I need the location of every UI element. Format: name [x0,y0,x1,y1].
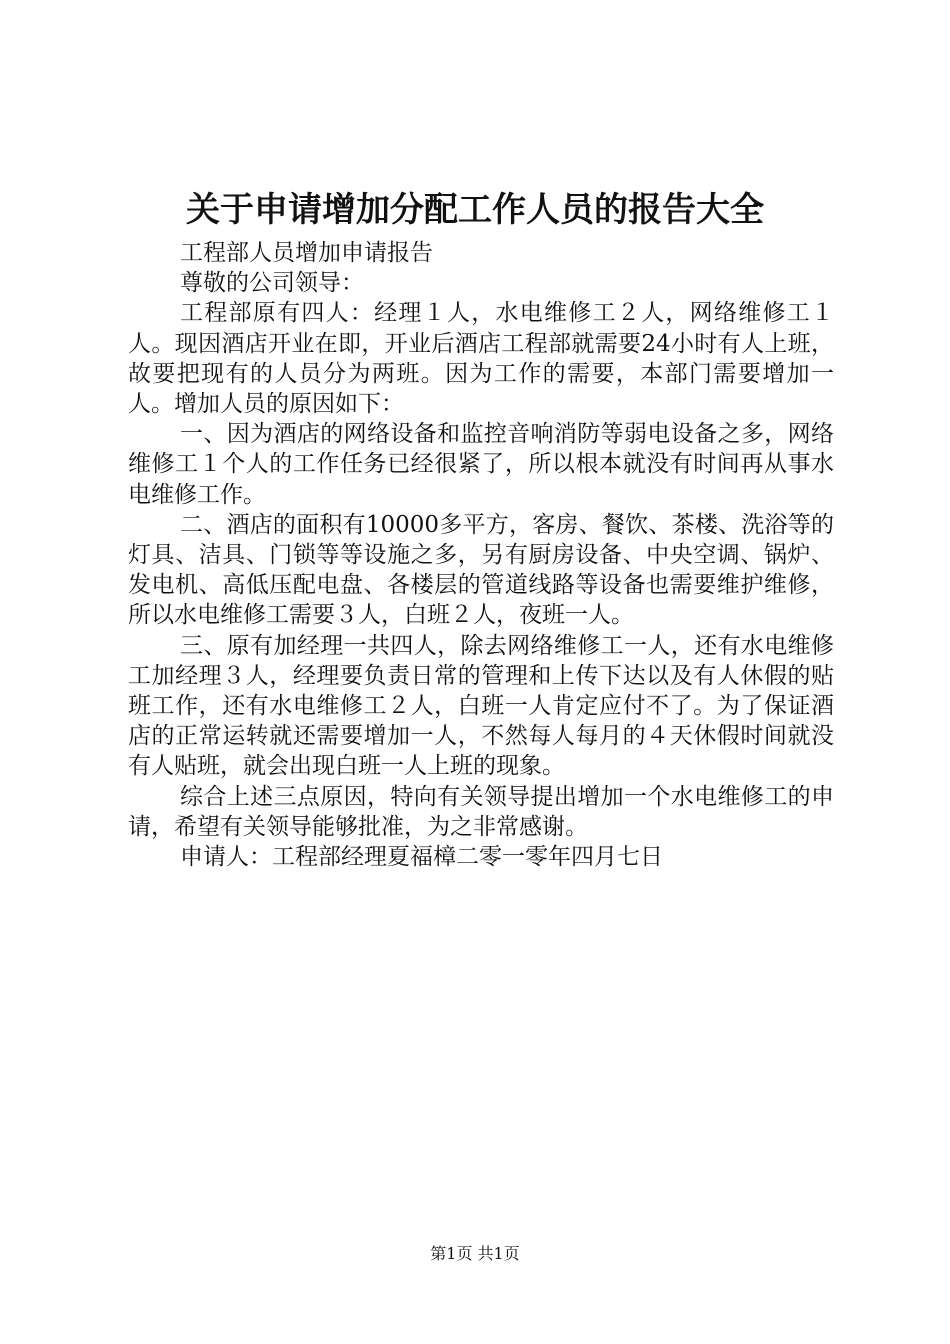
paragraph-reason-3: 三、原有加经理一共四人，除去网络维修工一人，还有水电维修工加经理３人，经理要负责日常的管理和上传下达以及有人休假的贴班工作，还有水电维修工２人，白班一人肯定应付不了。为了保证酒店的正常运转就还需要增加一人，不然每人每月的４天休假时间就没有人贴班，就会出现白班一人上班的现象。 [128,632,834,780]
paragraph-signature: 申请人：工程部经理夏福樟二零一零年四月七日 [180,844,663,871]
paragraph-subtitle: 工程部人员增加申请报告 [180,240,433,266]
document-body [128,238,834,872]
paragraph-salutation: 尊敬的公司领导： [180,270,364,297]
document-title: 关于申请增加分配工作人员的报告大全 [186,190,764,230]
paragraph-conclusion: 综合上述三点原因，特向有关领导提出增加一个水电维修工的申请，希望有关领导能够批准，为之非常感谢。 [128,783,834,840]
paragraph-reason-1: 一、因为酒店的网络设备和监控音响消防等弱电设备之多，网络维修工１个人的工作任务已经很紧了，所以根本就没有时间再从事水电维修工作。 [128,421,834,508]
paragraph-reason-2: 二、酒店的面积有10000多平方，客房、餐饮、茶楼、洗浴等的灯具、洁具、门锁等等设施之多，另有厨房设备、中央空调、锅炉、发电机、高低压配电盘、各楼层的管道线路等设备也需要维护维修，所以水电维修工需要３人，白班２人，夜班一人。 [128,511,834,629]
page-footer: 第1页 共1页 [430,1244,520,1263]
paragraph-intro: 工程部原有四人：经理１人，水电维修工２人，网络维修工１人。现因酒店开业在即，开业后酒店工程部就需要24小时有人上班，故要把现有的人员分为两班。因为工作的需要，本部门需要增加一人。增加人员的原因如下： [128,300,834,418]
